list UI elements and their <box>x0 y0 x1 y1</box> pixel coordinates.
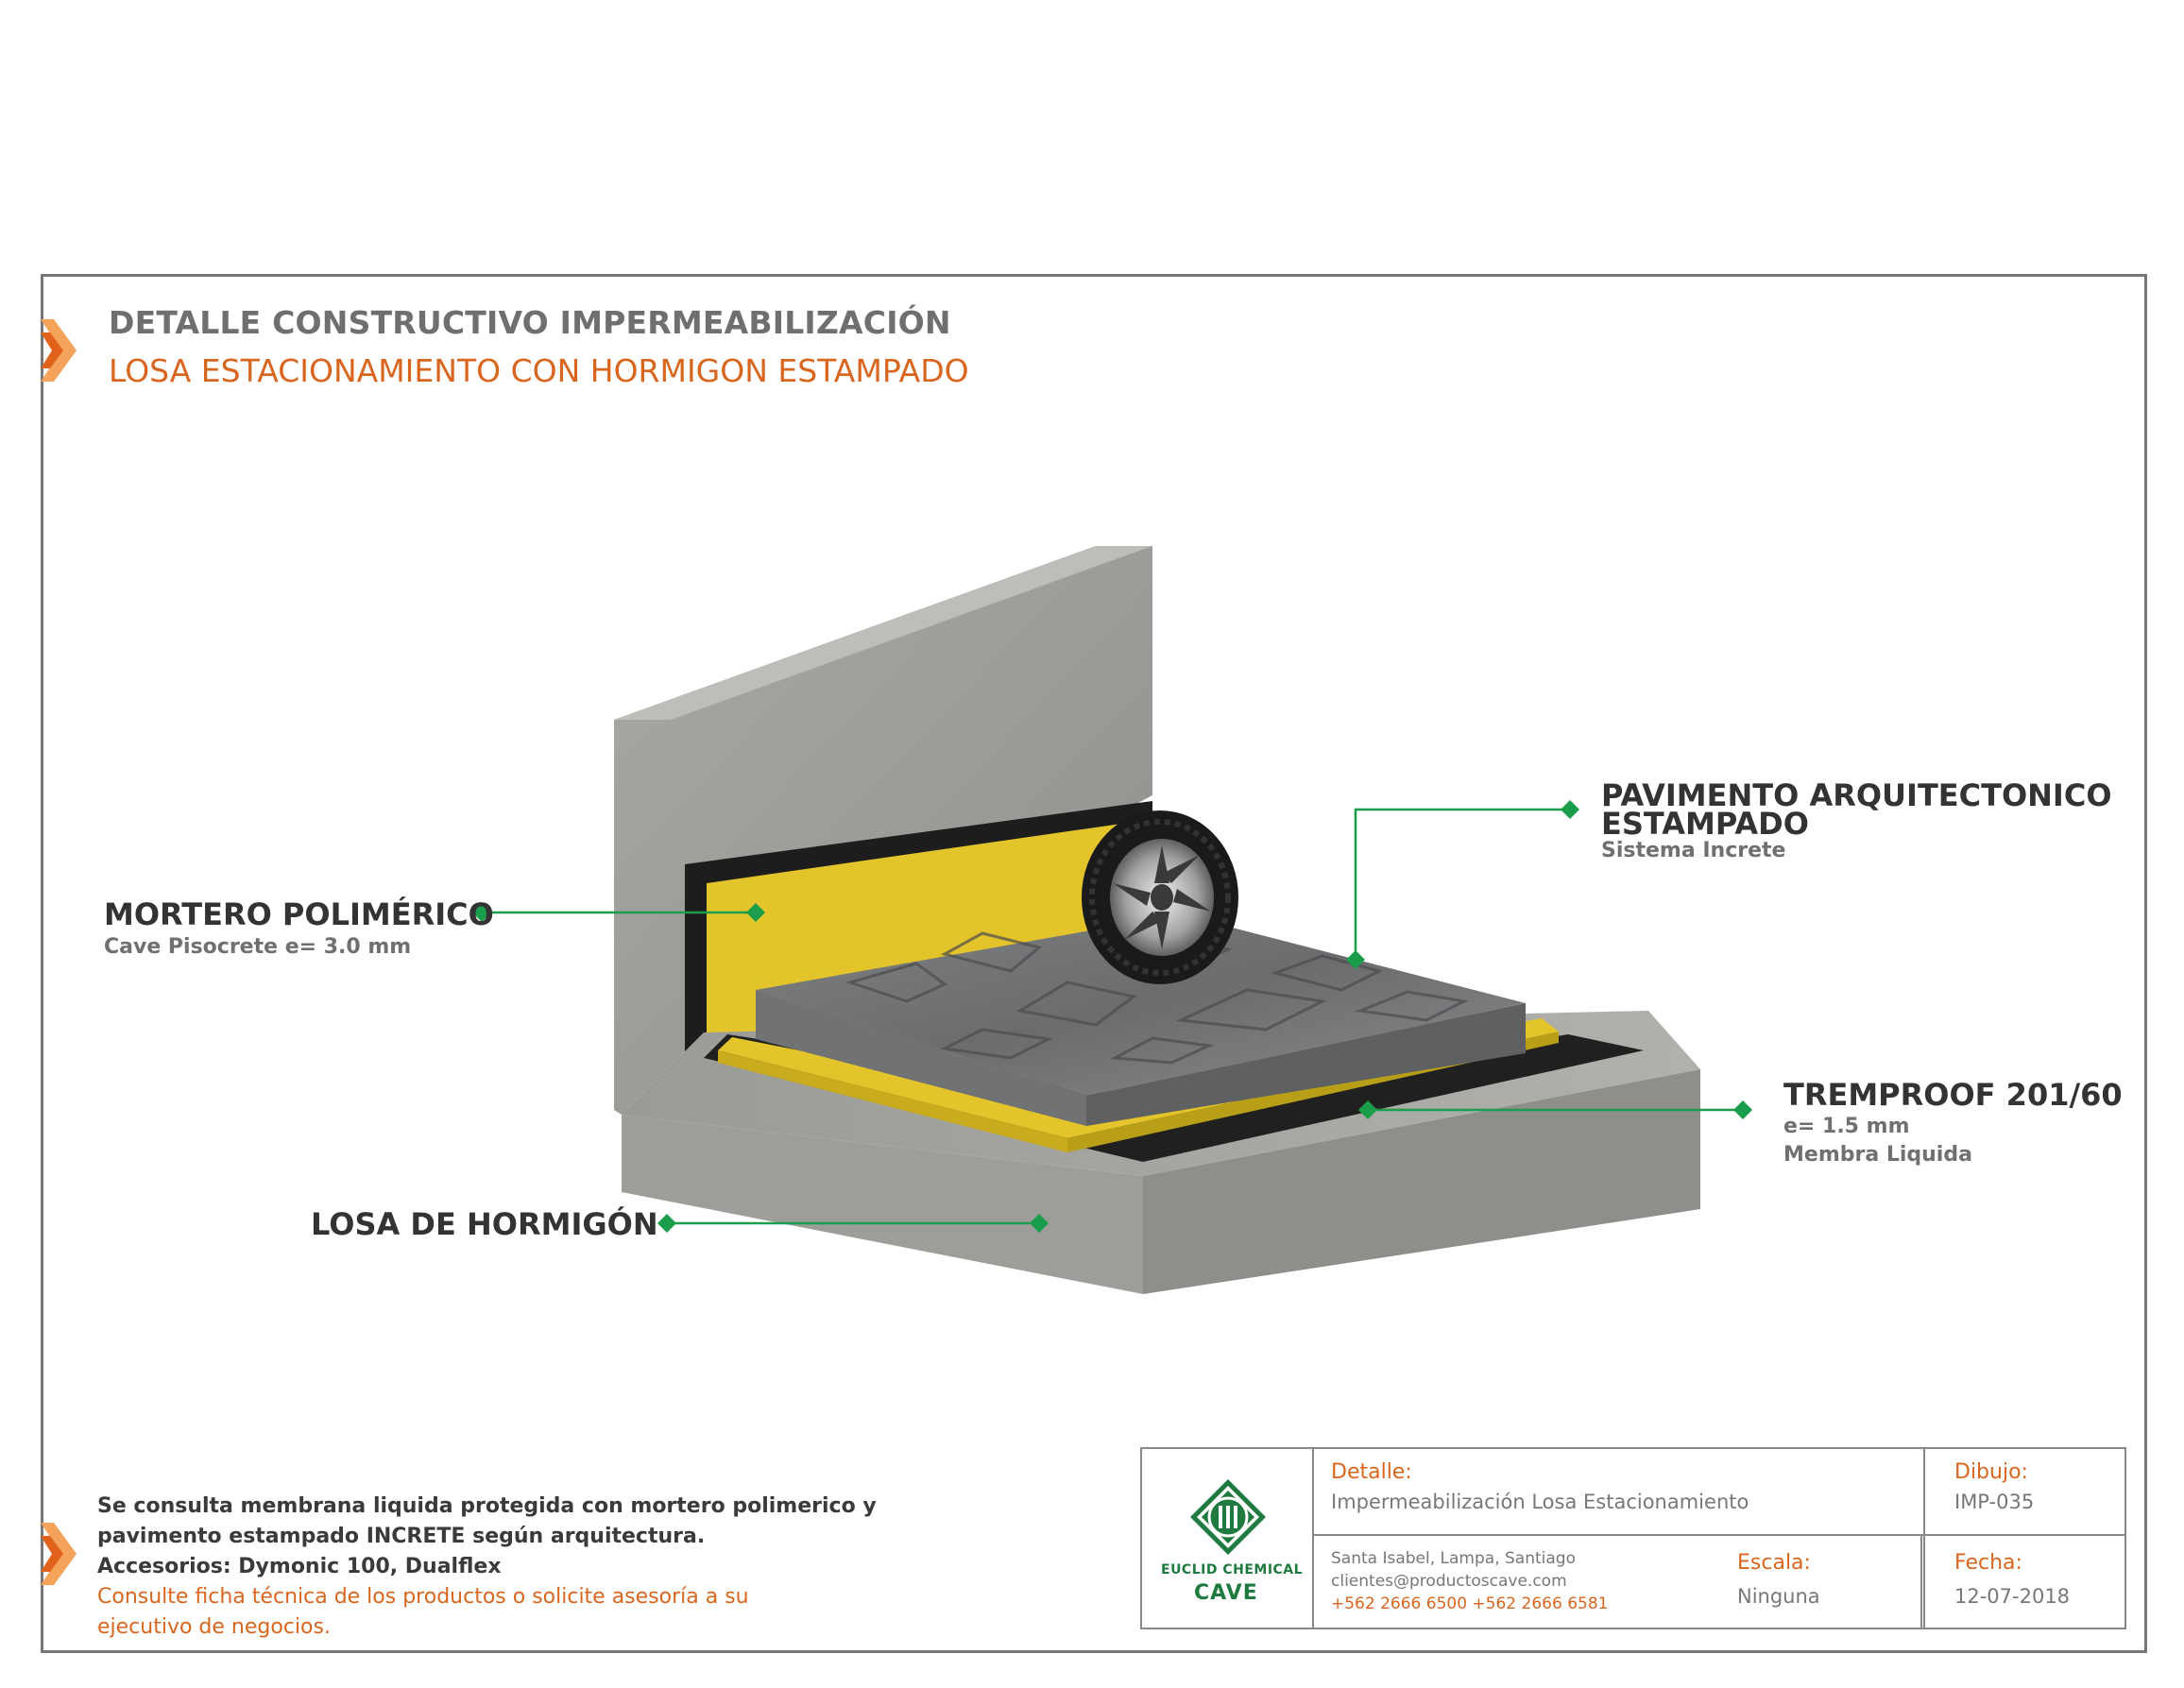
note-line5: ejecutivo de negocios. <box>97 1615 331 1639</box>
pavimento-label-line2: ESTAMPADO <box>1601 806 1809 842</box>
logo-text-company: EUCLID CHEMICAL <box>1161 1562 1304 1577</box>
note-line3: Accesorios: Dymonic 100, Dualflex <box>97 1555 502 1578</box>
title-block <box>1140 1447 2126 1629</box>
logo-text-brand: CAVE <box>1194 1581 1258 1605</box>
page-subtitle: LOSA ESTACIONAMIENTO CON HORMIGON ESTAMPADO <box>109 352 969 389</box>
page-title: DETALLE CONSTRUCTIVO IMPERMEABILIZACIÓN <box>109 304 951 341</box>
callout-marker <box>1561 800 1579 819</box>
callout-marker <box>1733 1100 1752 1119</box>
escala-value: Ninguna <box>1737 1585 1820 1608</box>
escala-label: Escala: <box>1737 1551 1811 1575</box>
tremproof-label: TREMPROOF 201/60 <box>1783 1077 2123 1113</box>
note-line1: Se consulta membrana liquida protegida con mortero polimerico y <box>97 1494 877 1518</box>
phones-text: +562 2666 6500 +562 2666 6581 <box>1331 1594 1609 1613</box>
dibujo-label: Dibujo: <box>1954 1460 2028 1484</box>
detalle-label: Detalle: <box>1331 1460 1412 1484</box>
tremproof-sub2: Membra Liquida <box>1783 1143 1972 1167</box>
note-line2: pavimento estampado INCRETE según arquitectura. <box>97 1525 706 1548</box>
mortero-label: MORTERO POLIMÉRICO <box>104 896 494 932</box>
dibujo-value: IMP-035 <box>1954 1491 2035 1513</box>
fecha-value: 12-07-2018 <box>1954 1585 2071 1608</box>
callout-marker <box>657 1214 676 1233</box>
mortero-sub: Cave Pisocrete e= 3.0 mm <box>104 935 412 959</box>
note-line4: Consulte ficha técnica de los productos o solicite asesoría a su <box>97 1585 749 1609</box>
tremproof-sub1: e= 1.5 mm <box>1783 1115 1910 1138</box>
fecha-label: Fecha: <box>1954 1551 2022 1575</box>
email-text: clientes@productoscave.com <box>1331 1572 1567 1591</box>
losa-label: LOSA DE HORMIGÓN <box>311 1206 658 1242</box>
detalle-value: Impermeabilización Losa Estacionamiento <box>1331 1491 1749 1513</box>
pavimento-sub: Sistema Increte <box>1601 839 1786 862</box>
address-text: Santa Isabel, Lampa, Santiago <box>1331 1549 1576 1568</box>
euclid-logo-icon <box>1188 1477 1268 1557</box>
pavimento-label-line1: PAVIMENTO ARQUITECTONICO <box>1601 777 2112 813</box>
